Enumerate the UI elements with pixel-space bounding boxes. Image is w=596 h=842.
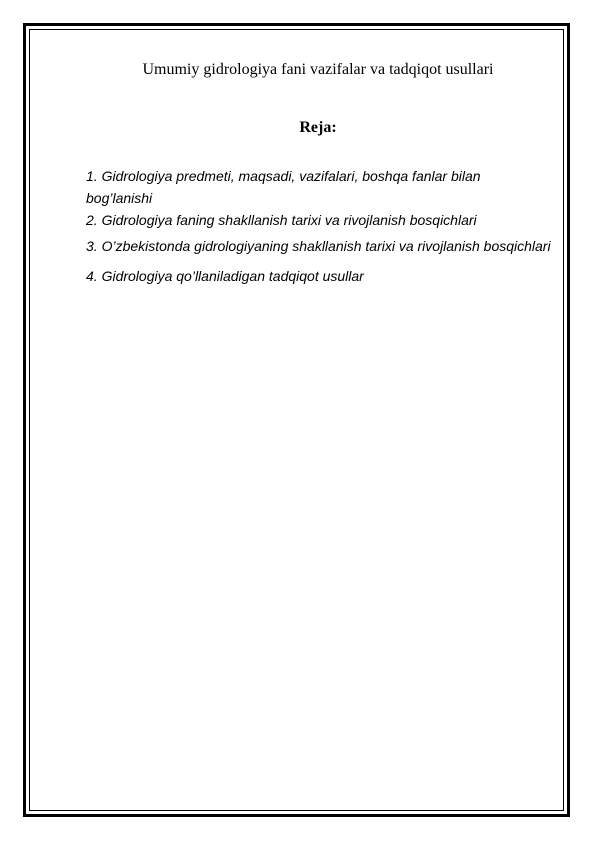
plan-heading: Reja: <box>299 119 337 136</box>
document-title: Umumiy gidrologiya fani vazifalar va tadqiqot usullari <box>142 61 494 78</box>
plan-item-1: 1. Gidrologiya predmeti, maqsadi, vazifalari, boshqa fanlar bilan bog’lanishi <box>86 168 481 206</box>
page-border-inner <box>29 29 564 811</box>
plan-list <box>86 165 552 287</box>
plan-item-2: 2. Gidrologiya faning shakllanish tarixi va rivojlanish bosqichlari <box>86 212 477 228</box>
plan-item-3: 3. O’zbekistonda gidrologiyaning shakllanish tarixi va rivojlanish bosqichlari <box>86 238 551 254</box>
plan-item-4: 4. Gidrologiya qo’llaniladigan tadqiqot usullar <box>86 268 364 284</box>
